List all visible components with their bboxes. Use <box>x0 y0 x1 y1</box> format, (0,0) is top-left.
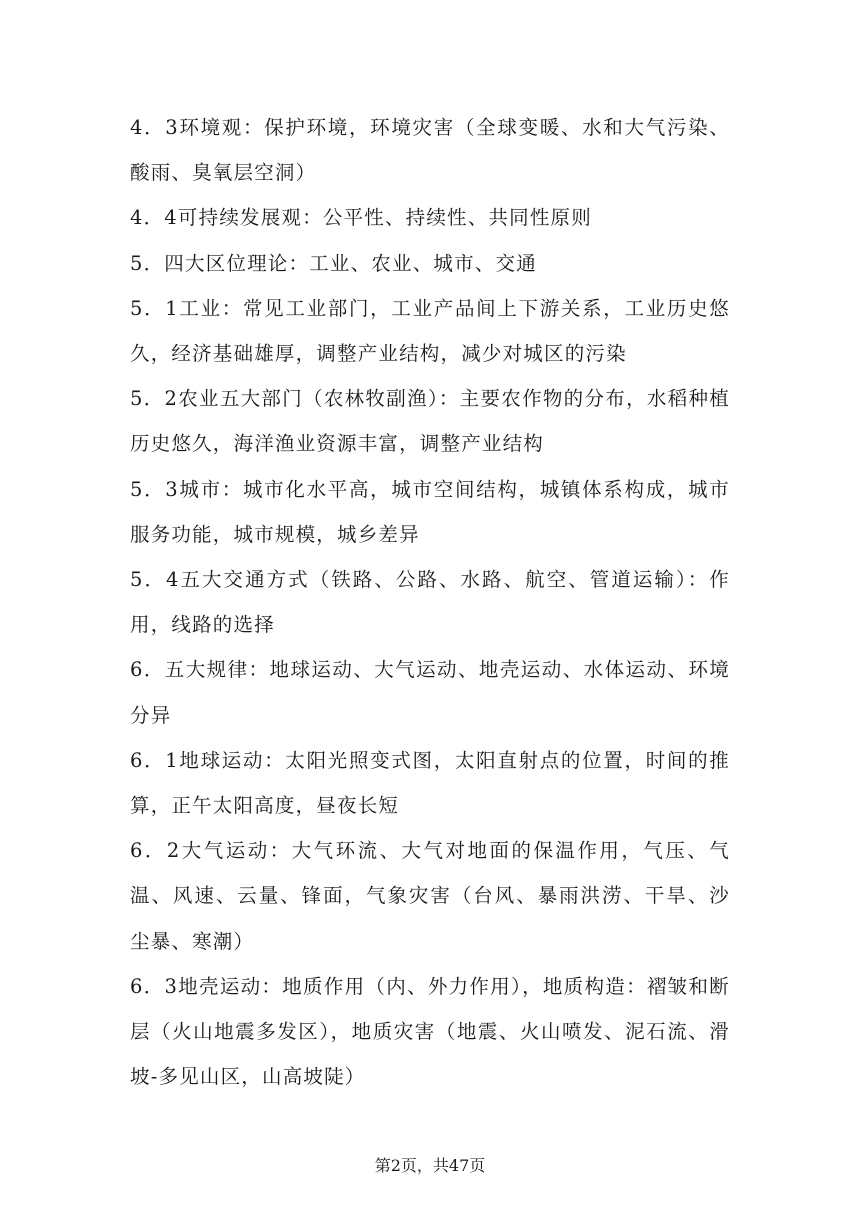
paragraph-5-4-transportation: 5．4五大交通方式（铁路、公路、水路、航空、管道运输）：作用，线路的选择 <box>130 568 730 637</box>
paragraph-6-five-laws: 6．五大规律：地球运动、大气运动、地壳运动、水体运动、环境分异 <box>130 658 730 727</box>
paragraph-5-2-agriculture: 5．2农业五大部门（农林牧副渔）：主要农作物的分布，水稻种植历史悠久，海洋渔业资源丰富，调整产业结构 <box>130 387 730 456</box>
paragraph-4-4-sustainable-development: 4．4可持续发展观：公平性、持续性、共同性原则 <box>130 206 592 230</box>
paragraph-5-1-industry: 5．1工业：常见工业部门，工业产品间上下游关系，工业历史悠久，经济基础雄厚，调整产业结构，减少对城区的污染 <box>130 296 730 366</box>
page-number-footer: 第2页，共47页 <box>374 1156 486 1175</box>
paragraph-6-3-crustal-motion: 6．3地壳运动：地质作用（内、外力作用），地质构造：褶皱和断层（火山地震多发区），地质灾害（地震、火山喷发、泥石流、滑坡-多见山区，山高坡陡） <box>130 974 730 1089</box>
paragraph-6-1-earth-motion: 6．1地球运动：太阳光照变式图，太阳直射点的位置，时间的推算，正午太阳高度，昼夜长短 <box>130 748 730 818</box>
paragraph-4-3-environment-view: 4．3环境观：保护环境，环境灾害（全球变暖、水和大气污染、酸雨、臭氧层空洞） <box>130 116 730 185</box>
paragraph-6-2-atmospheric-motion: 6．2大气运动：大气环流、大气对地面的保温作用，气压、气温、风速、云量、锋面，气象灾害（台风、暴雨洪涝、干旱、沙尘暴、寒潮） <box>130 839 730 953</box>
paragraph-5-3-city: 5．3城市：城市化水平高，城市空间结构，城镇体系构成，城市服务功能，城市规模，城乡差异 <box>130 477 730 546</box>
document-body <box>130 105 730 1099</box>
paragraph-5-location-theories: 5．四大区位理论：工业、农业、城市、交通 <box>130 251 537 275</box>
